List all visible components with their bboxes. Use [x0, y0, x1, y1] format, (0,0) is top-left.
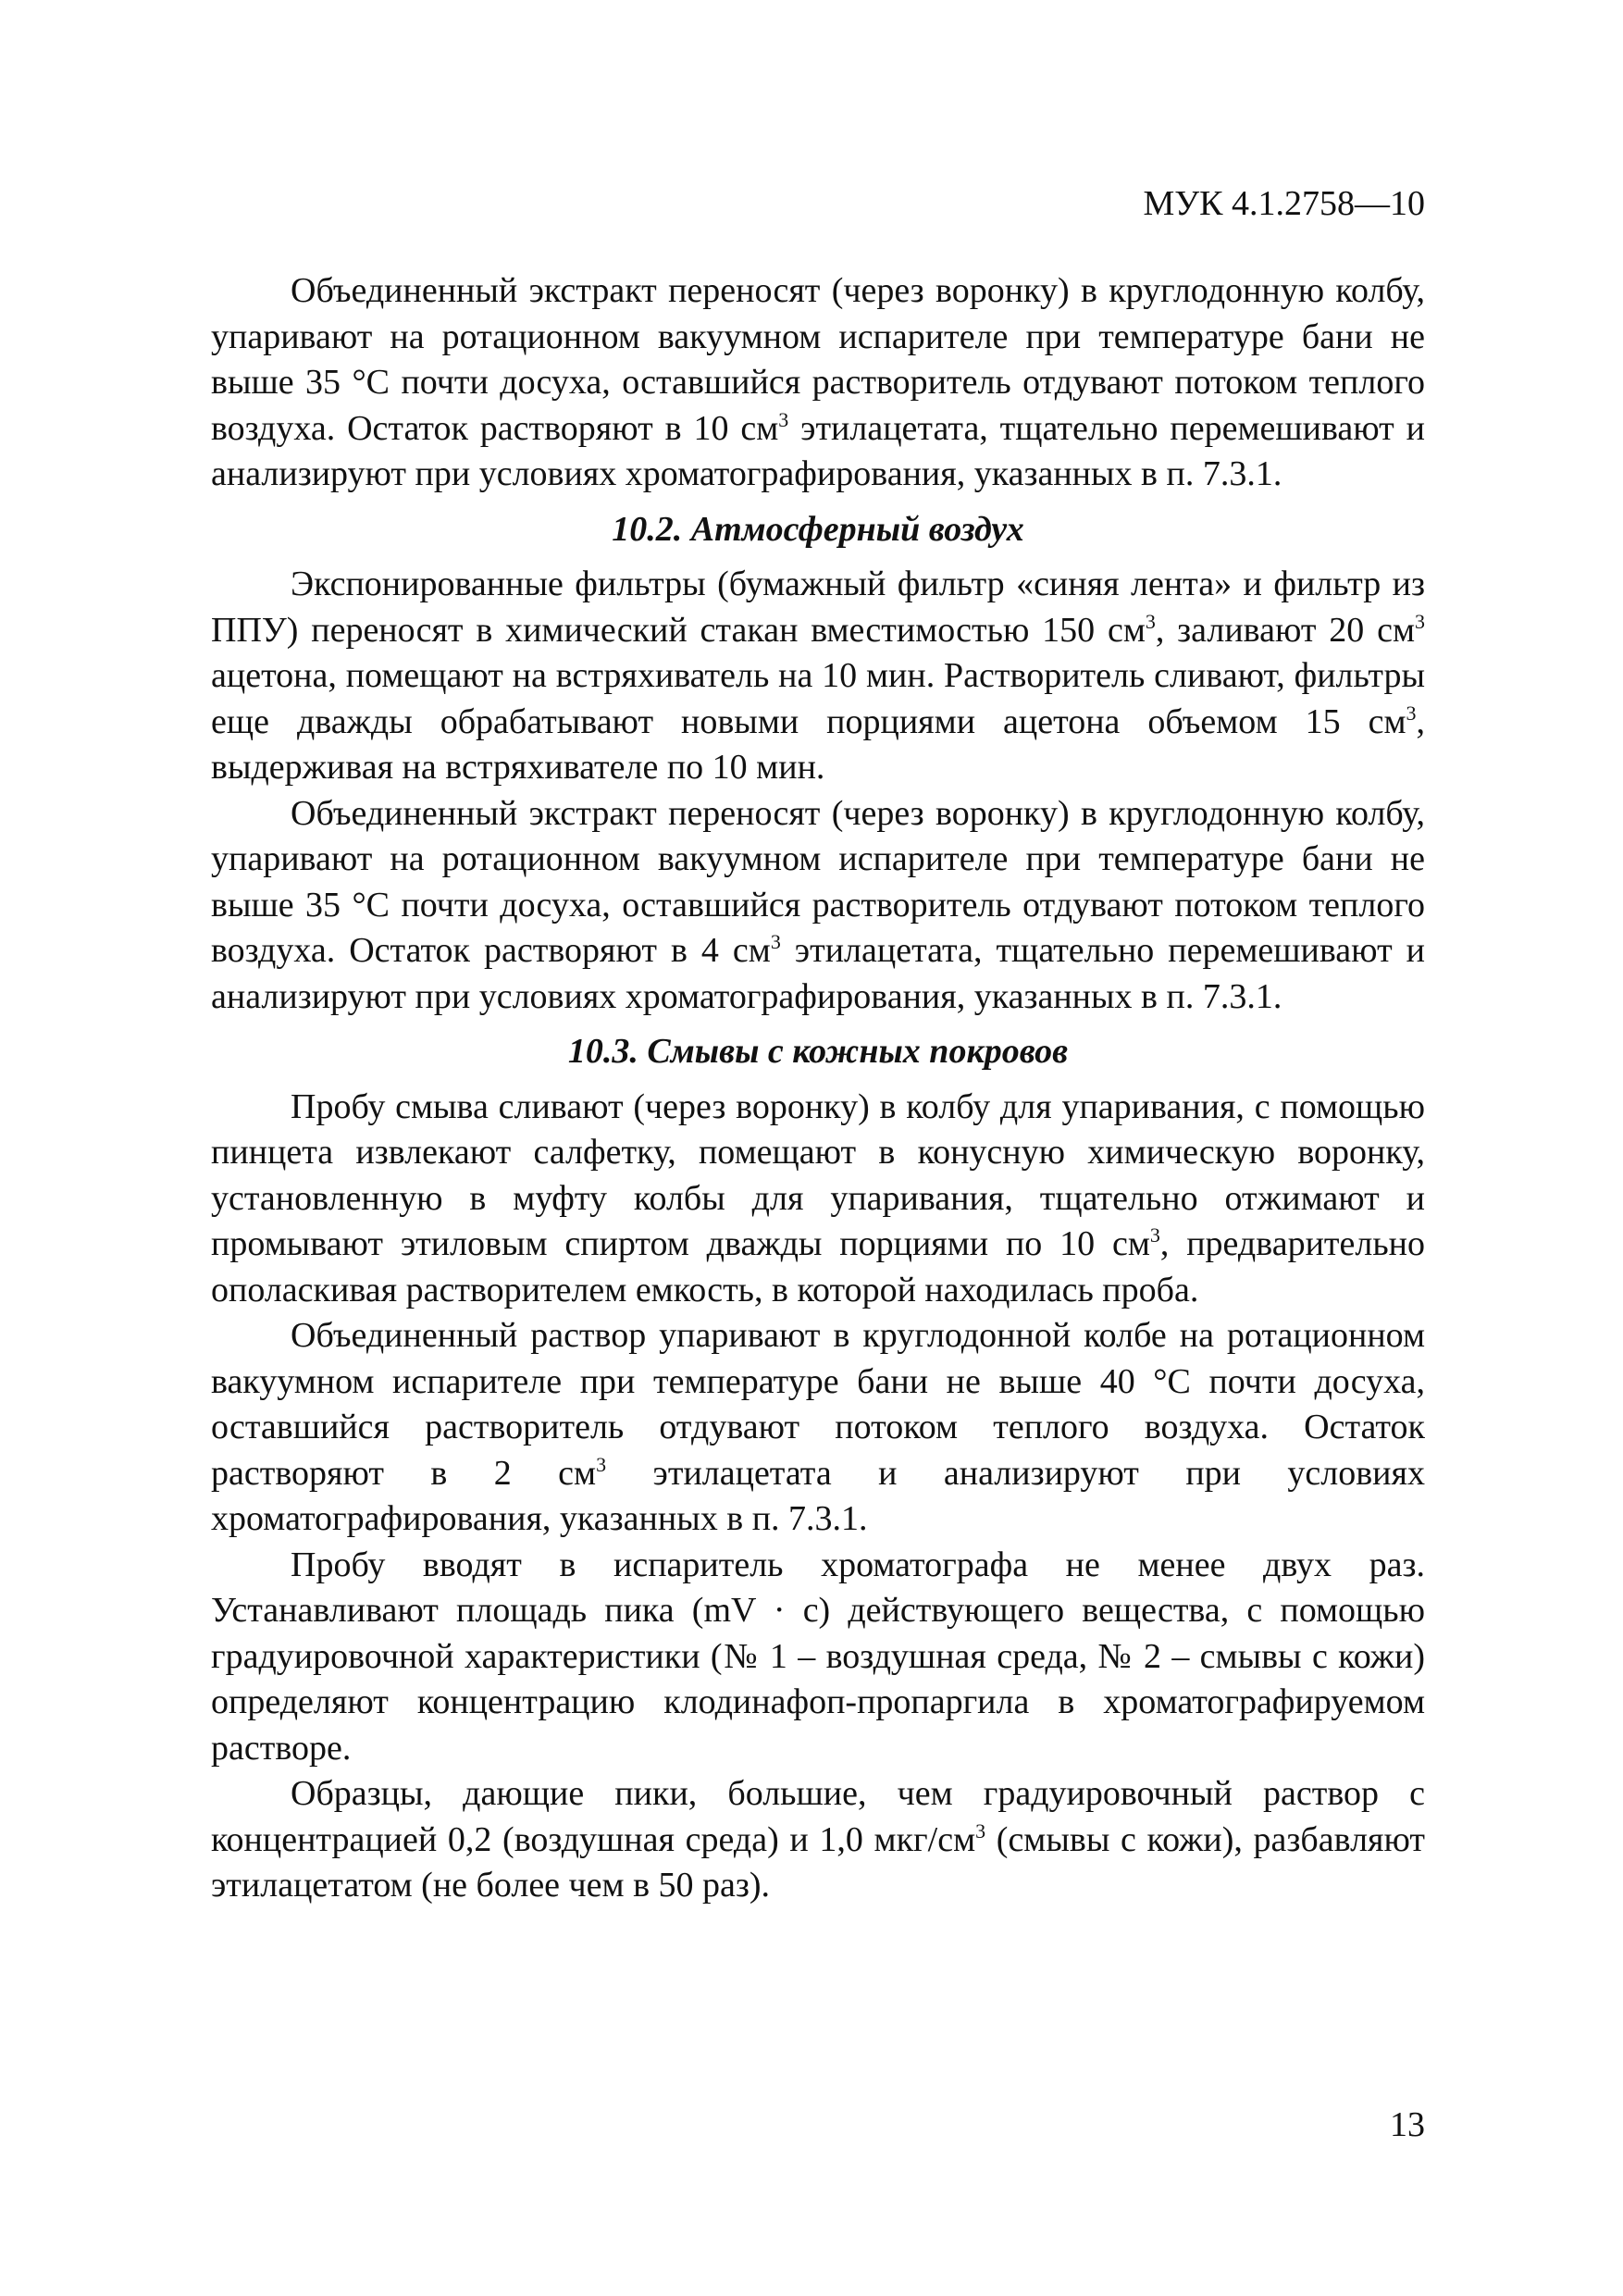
section-heading-skin-swabs: 10.3. Смывы с кожных покровов — [567, 1032, 1069, 1071]
document-code-header: МУК 4.1.2758—10 — [1143, 184, 1425, 223]
paragraph: Образцы, дающие пики, большие, чем градуировочный раствор с концентрацией 0,2 (воздушная среда) и 1,0 мкг/$см^3$ (смывы с кожи), разбавляют этилацетатом (не более чем в 50 раз). — [211, 1774, 1425, 1905]
paragraph: Пробу смыва сливают (через воронку) в колбу для упаривания, с помощью пинцета извлекают салфетку, помещают в конусную химическую воронку, установленную в муфту колбы для упаривания, тщательно отжимают и промывают этиловым спиртом дважды порциями по 10 $см^3$, предварительно ополаскивая растворителем емкость, в которой находилась проба. — [211, 1086, 1426, 1309]
paragraph: Экспонированные фильтры (бумажный фильтр «синяя лента» и фильтр из ППУ) переносят в химический стакан вместимостью 150 $см^3$, заливают 20 $см^3$ ацетона, помещают на встряхиватель на 10 мин. Растворитель сливают, фильтры еще дважды обрабатывают новыми порциями ацетона объемом 15 $см^3$, выдерживая на встряхивателе по 10 мин. — [211, 565, 1425, 787]
paragraph: Объединенный экстракт переносят (через воронку) в круглодонную колбу, упаривают на ротационном вакуумном испарителе при температуре бани не выше 35 °С почти досуха, оставшийся растворитель отдувают потоком теплого воздуха. Остаток растворяют в 10 $см^3$ этилацетата, тщательно перемешивают и анализируют при условиях хроматографирования, указанных в п. 7.3.1. — [211, 271, 1425, 493]
paragraph: Пробу вводят в испаритель хроматографа не менее двух раз. Устанавливают площадь пика (mV · с) действующего вещества, с помощью градуировочной характеристики (№ 1 – воздушная среда, № 2 – смывы с кожи) определяют концентрацию клодинафоп-пропаргила в хроматографируемом растворе. — [211, 1545, 1425, 1768]
paragraph: Объединенный раствор упаривают в круглодонной колбе на ротационном вакуумном испарителе при температуре бани не выше 40 °С почти досуха, оставшийся растворитель отдувают потоком теплого воздуха. Остаток растворяют в 2 $см^3$ этилацетата и анализируют при условиях хроматографирования, указанных в п. 7.3.1. — [211, 1316, 1425, 1538]
page-number: 13 — [1390, 2105, 1425, 2144]
paragraph: Объединенный экстракт переносят (через воронку) в круглодонную колбу, упаривают на ротационном вакуумном испарителе при температуре бани не выше 35 °С почти досуха, оставшийся растворитель отдувают потоком теплого воздуха. Остаток растворяют в 4 $см^3$ этилацетата, тщательно перемешивают и анализируют при условиях хроматографирования, указанных в п. 7.3.1. — [211, 793, 1425, 1016]
section-heading-atmospheric-air: 10.2. Атмосферный воздух — [612, 509, 1024, 549]
document-body — [211, 268, 1425, 1909]
